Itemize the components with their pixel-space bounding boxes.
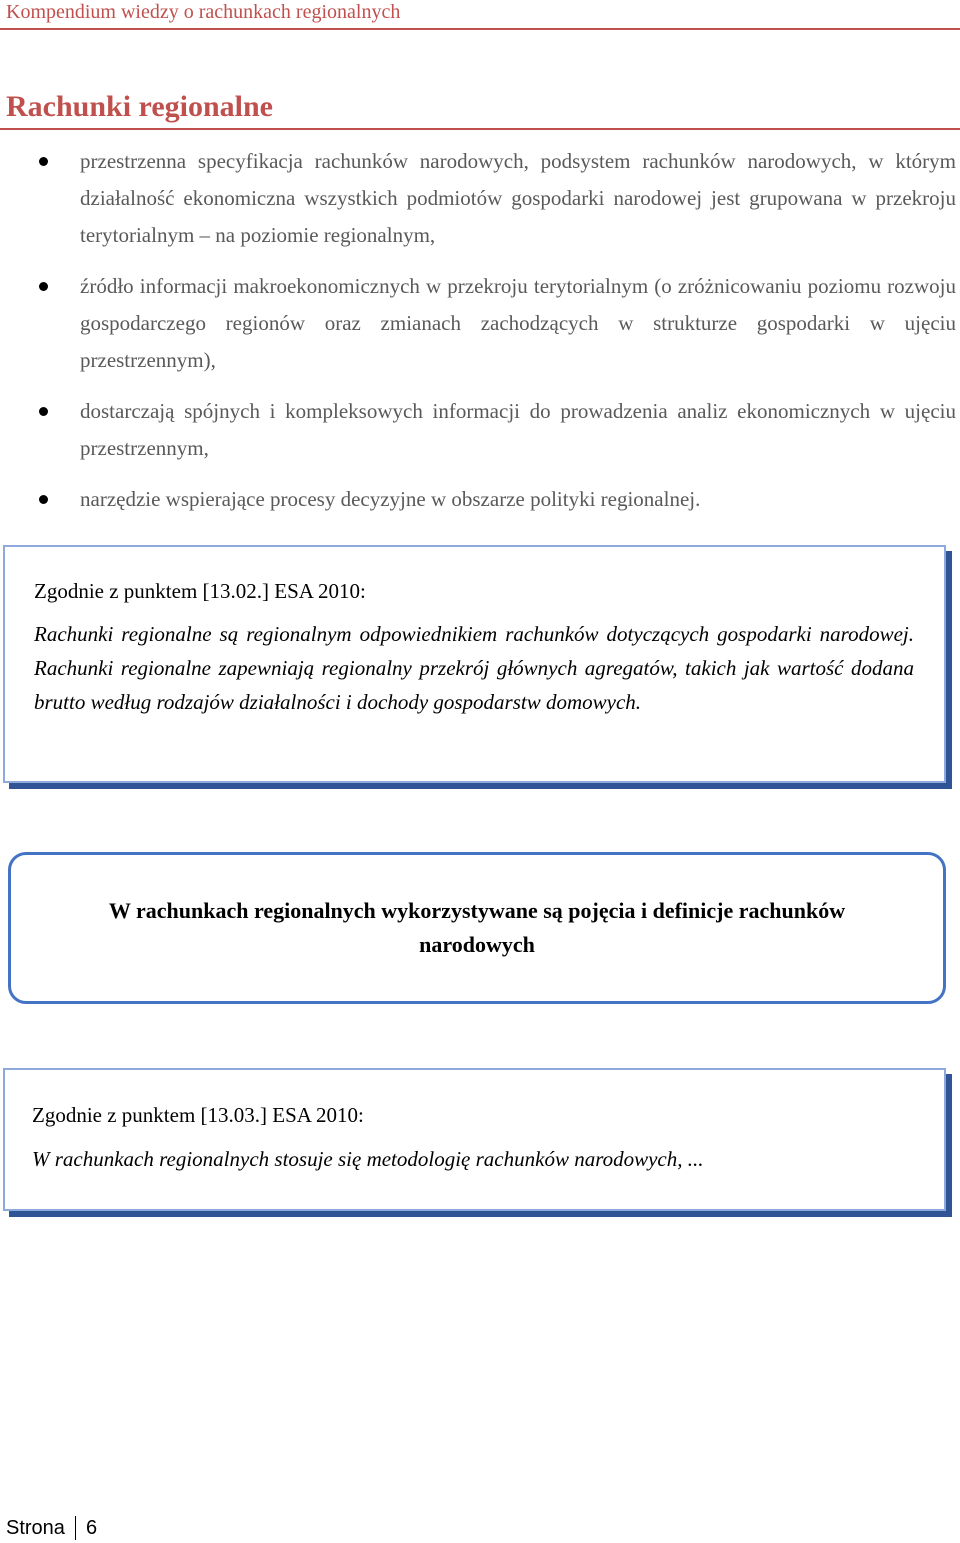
footer-separator	[75, 1516, 76, 1540]
running-header: Kompendium wiedzy o rachunkach regionalnych	[6, 1, 401, 23]
quote-heading: Zgodnie z punktem [13.02.] ESA 2010:	[34, 579, 366, 603]
list-item	[0, 143, 960, 254]
quote-heading: Zgodnie z punktem [13.03.] ESA 2010:	[32, 1103, 364, 1127]
footer-page-number: 6	[85, 1517, 98, 1539]
list-item-text: narzędzie wspierające procesy decyzyjne w obszarze polityki regionalnej.	[80, 487, 701, 511]
list-item	[0, 481, 960, 518]
quote-text: Rachunki regionalne są regionalnym odpowiednikiem rachunków dotyczących gospodarki narodowej. Rachunki regionalne zapewniają regionalny przekrój głównych agregatów, takich jak wartość dodana brutto według rodzajów działalności i dochody gospodarstw domowych.	[34, 622, 914, 714]
list-item	[0, 393, 960, 467]
esa-quote-box-13-02	[3, 545, 946, 783]
bullet-icon	[39, 495, 48, 504]
bullet-icon	[39, 282, 48, 291]
list-item-text: źródło informacji makroekonomicznych w przekroju terytorialnym (o zróżnicowaniu poziomu rozwoju gospodarczego regionów oraz zmianach zachodzących w strukturze gospodarki w ujęciu przestrzennym),	[80, 274, 956, 372]
definition-list	[0, 143, 960, 532]
callout-box	[8, 852, 946, 1004]
esa-quote-box-13-03	[3, 1068, 946, 1211]
callout-text: W rachunkach regionalnych wykorzystywane są pojęcia i definicje rachunków narodowych	[108, 898, 846, 957]
header-divider	[0, 28, 960, 30]
bullet-icon	[39, 407, 48, 416]
title-divider	[0, 128, 960, 130]
page-title: Rachunki regionalne	[6, 90, 273, 123]
footer-page-label: Strona	[6, 1517, 65, 1539]
page-footer	[6, 1514, 97, 1542]
list-item-text: przestrzenna specyfikacja rachunków narodowych, podsystem rachunków narodowych, w którym działalność ekonomiczna wszystkich podmiotów gospodarki narodowej jest grupowana w przekroju terytorialnym – na poziomie regionalnym,	[80, 149, 956, 247]
quote-text: W rachunkach regionalnych stosuje się metodologię rachunków narodowych, ...	[32, 1147, 704, 1171]
list-item	[0, 268, 960, 379]
list-item-text: dostarczają spójnych i kompleksowych informacji do prowadzenia analiz ekonomicznych w ujęciu przestrzennym,	[80, 399, 956, 460]
bullet-icon	[39, 157, 48, 166]
